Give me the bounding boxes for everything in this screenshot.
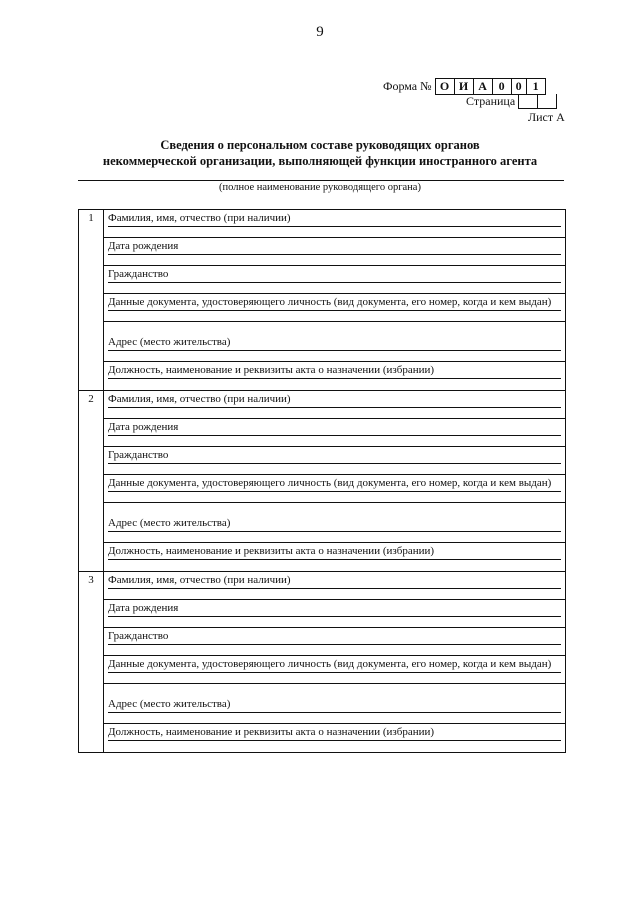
birth-label: Дата рождения: [108, 239, 561, 255]
address-field[interactable]: [104, 334, 565, 362]
name-field[interactable]: [104, 572, 565, 600]
document-line: [104, 673, 565, 684]
address-label: Адрес (место жительства): [108, 697, 561, 713]
document-title: [0, 137, 640, 169]
person-fields: [104, 210, 565, 390]
name-field[interactable]: [104, 210, 565, 238]
name-label: Фамилия, имя, отчество (при наличии): [108, 573, 561, 589]
form-code-cells: [435, 78, 546, 95]
form-code-cell: И: [454, 79, 473, 94]
position-field[interactable]: [104, 362, 565, 390]
citizenship-line: [104, 283, 565, 294]
birth-line: [104, 255, 565, 266]
position-field[interactable]: [104, 724, 565, 752]
birth-line: [104, 617, 565, 628]
title-line-2: некоммерческой организации, выполняющей функции иностранного агента: [102, 154, 538, 168]
page-label: Страница: [466, 94, 516, 108]
address-line: [104, 351, 565, 362]
page-field: [466, 94, 557, 109]
citizenship-field[interactable]: [104, 447, 565, 475]
page-cell[interactable]: [537, 94, 556, 108]
person-fields: [104, 391, 565, 571]
name-line: [104, 408, 565, 419]
address-label: Адрес (место жительства): [108, 516, 561, 532]
citizenship-field[interactable]: [104, 266, 565, 294]
form-code-cell: 0: [511, 79, 526, 94]
sheet-label: Лист А: [528, 110, 565, 124]
citizenship-label: Гражданство: [108, 448, 561, 464]
person-block: [79, 572, 565, 753]
address-line: [104, 713, 565, 724]
person-fields: [104, 572, 565, 752]
name-label: Фамилия, имя, отчество (при наличии): [108, 211, 561, 227]
page-cells: [518, 94, 557, 109]
citizenship-label: Гражданство: [108, 629, 561, 645]
document-label: Данные документа, удостоверяющего личность (вид документа, его номер, когда и кем выдан): [108, 295, 561, 311]
form-code: [383, 78, 546, 95]
document-label: Данные документа, удостоверяющего личность (вид документа, его номер, когда и кем выдан): [108, 476, 561, 492]
position-label: Должность, наименование и реквизиты акта о назначении (избрании): [108, 363, 561, 379]
form-label: Форма №: [383, 79, 432, 93]
birth-label: Дата рождения: [108, 420, 561, 436]
person-number: 3: [79, 572, 104, 752]
page-cell[interactable]: [519, 94, 537, 108]
citizenship-field[interactable]: [104, 628, 565, 656]
address-field[interactable]: [104, 515, 565, 543]
org-caption: (полное наименование руководящего органа): [219, 182, 421, 193]
person-number: 1: [79, 210, 104, 390]
birth-field[interactable]: [104, 600, 565, 628]
person-block: [79, 210, 565, 391]
document-field[interactable]: [104, 475, 565, 515]
document-line: [104, 492, 565, 503]
birth-line: [104, 436, 565, 447]
position-field[interactable]: [104, 543, 565, 571]
document-label: Данные документа, удостоверяющего личность (вид документа, его номер, когда и кем выдан): [108, 657, 561, 673]
document-line: [104, 311, 565, 322]
form-code-cell: 0: [492, 79, 511, 94]
name-label: Фамилия, имя, отчество (при наличии): [108, 392, 561, 408]
name-line: [104, 589, 565, 600]
position-label: Должность, наименование и реквизиты акта о назначении (избрании): [108, 544, 561, 560]
birth-field[interactable]: [104, 419, 565, 447]
form-code-cell: 1: [526, 79, 545, 94]
person-number: 2: [79, 391, 104, 571]
name-line: [104, 227, 565, 238]
address-field[interactable]: [104, 696, 565, 724]
document-field[interactable]: [104, 656, 565, 696]
org-name-line[interactable]: [78, 180, 564, 181]
birth-label: Дата рождения: [108, 601, 561, 617]
citizenship-label: Гражданство: [108, 267, 561, 283]
document-field[interactable]: [104, 294, 565, 334]
citizenship-line: [104, 645, 565, 656]
name-field[interactable]: [104, 391, 565, 419]
address-line: [104, 532, 565, 543]
title-line-1: Сведения о персональном составе руководящих органов: [160, 138, 480, 152]
citizenship-line: [104, 464, 565, 475]
person-block: [79, 391, 565, 572]
form-code-cell: А: [473, 79, 492, 94]
page-number: 9: [316, 24, 324, 40]
address-label: Адрес (место жительства): [108, 335, 561, 351]
persons-table: [78, 209, 566, 753]
form-code-cell: О: [439, 79, 450, 93]
position-label: Должность, наименование и реквизиты акта о назначении (избрании): [108, 725, 561, 741]
birth-field[interactable]: [104, 238, 565, 266]
